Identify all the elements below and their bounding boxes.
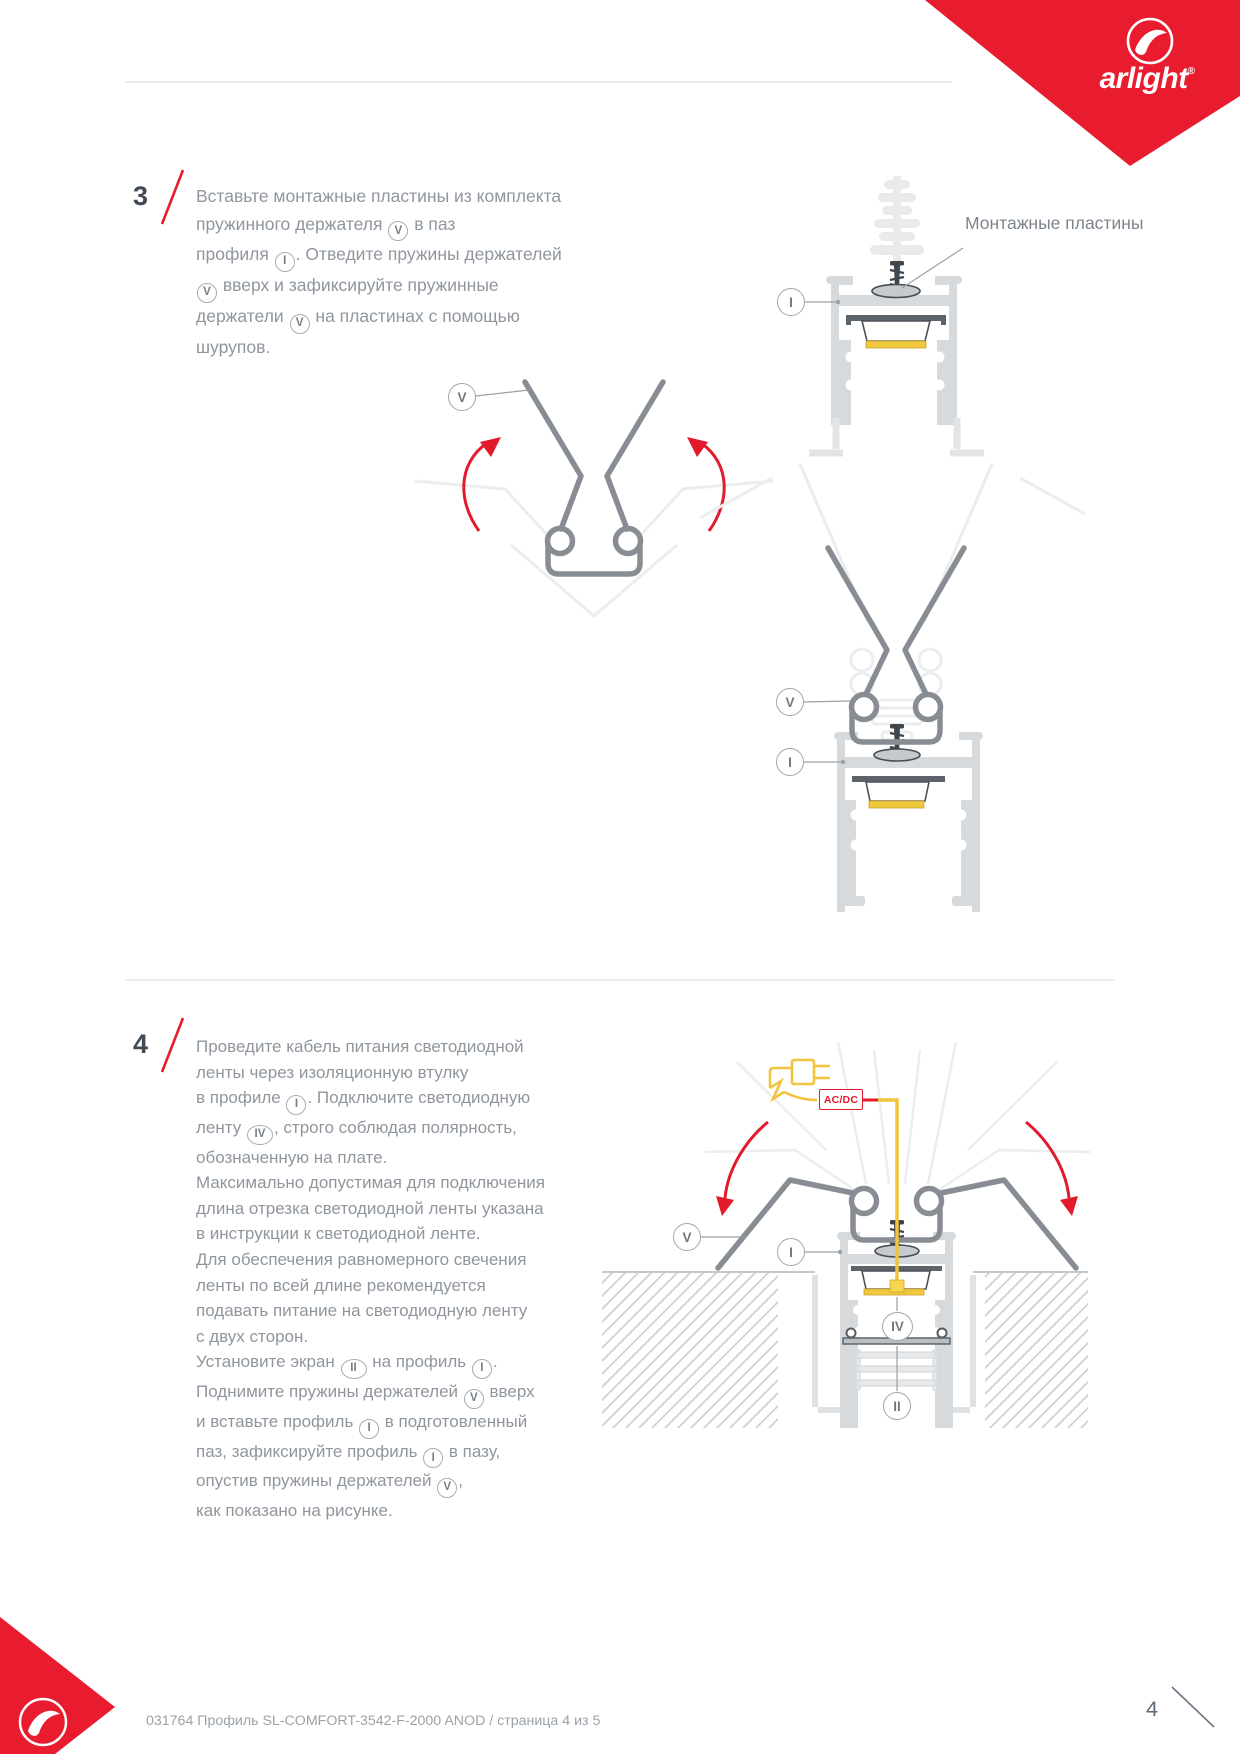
label-screen-ii: II (883, 1392, 911, 1420)
led-plate (852, 776, 945, 782)
led-strip (866, 341, 926, 348)
ref-circle-v: V (388, 221, 408, 241)
led-strip (869, 801, 924, 808)
step4-number: 4 (133, 1029, 149, 1059)
step3-text: Вставьте монтажные пластины из комплекта пружинного держателя V в паз профиля I . Отведите пружины держателей V вверх и зафиксируйте пружинные держатели V на пластинах с помощью шурупов. (196, 186, 562, 357)
acdc-converter-badge: AC/DC (819, 1089, 863, 1110)
brand-corner-bottom (0, 1617, 115, 1754)
label-holder-v: V (776, 688, 804, 716)
diagram-plate (805, 176, 963, 425)
label-holder-v: V (448, 383, 476, 411)
diagram-mounted (700, 418, 1085, 912)
profile-cross-section (826, 276, 962, 425)
ref-circle-v: V (290, 314, 310, 334)
step3-slash (162, 170, 183, 224)
footer-doc-line: 031764 Профиль SL-COMFORT-3542-F-2000 ANOD / страница 4 из 5 (146, 1713, 601, 1729)
step4-text: Проведите кабель питания светодиодной ленты через изоляционную втулку в профиле I . Подключите светодиодную ленту IV , строго соблюдая полярность, обозначенную на плате. Максимально допустимая для подключения длина отрезка светодиодной ленты указана в инструкции к светодиодной ленте. Для обеспечения равномерного свечения ленты по всей длине рекомендуется подавать питание на светодиодную ленту с двух сторон. Установите экран II на профиль I . Поднимите пружины держателей V вверх и вставьте профиль I в подготовленный паз, зафиксируйте профиль I в пазу, опустив пружины держателей V , как показано на рисунке. (196, 1037, 545, 1521)
mounting-plate (874, 749, 920, 761)
page-number: 4 (1146, 1697, 1158, 1721)
ref-circle-v: V (464, 1389, 484, 1409)
led-holder (862, 321, 930, 341)
label-profile-i: I (776, 748, 804, 776)
red-arrow-icon (464, 437, 724, 531)
ref-circle-i: I (423, 1448, 443, 1468)
led-plate (846, 315, 946, 321)
ref-circle-i: I (359, 1419, 379, 1439)
step4-slash (162, 1018, 183, 1072)
ghost-spring-position (700, 464, 1085, 740)
cable-terminal (890, 1280, 904, 1292)
label-holder-v: V (673, 1223, 701, 1251)
arlight-wordmark: arlight® (1099, 62, 1195, 95)
mounting-plate (872, 285, 920, 298)
ghost-ceiling-cutout (809, 418, 984, 453)
ref-circle-v: V (437, 1478, 457, 1498)
ref-circle-iv: IV (247, 1125, 273, 1145)
mounting-plates-callout: Монтажные пластины (965, 213, 1144, 233)
led-holder (866, 782, 929, 801)
ref-circle-i: I (286, 1095, 306, 1115)
ref-circle-v: V (197, 283, 217, 303)
diagram-spring (415, 382, 773, 616)
label-strip-iv: IV (882, 1312, 913, 1341)
ghost-spring-position (415, 481, 773, 616)
ghost-spring (870, 176, 924, 272)
ref-circle-ii: II (341, 1359, 367, 1379)
label-profile-i: I (777, 1238, 805, 1266)
step3-number: 3 (133, 181, 149, 211)
ref-circle-i: I (275, 252, 295, 272)
page-number-slash (1172, 1687, 1214, 1727)
label-profile-i: I (777, 288, 805, 316)
ref-circle-i: I (472, 1359, 492, 1379)
spring-holder (525, 382, 663, 574)
brand-red-shape (0, 1617, 115, 1754)
